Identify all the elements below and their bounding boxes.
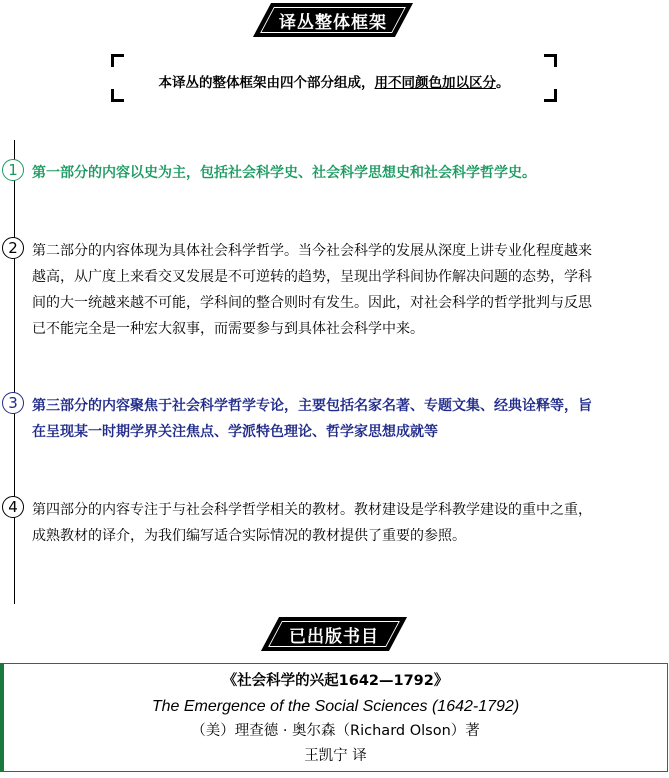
book-info-box bbox=[0, 663, 668, 772]
section-text: 第一部分的内容以史为主，包括社会科学史、社会科学思想史和社会科学哲学史。 bbox=[32, 165, 536, 181]
intro-text-end: 。 bbox=[496, 75, 510, 91]
intro-box bbox=[111, 54, 557, 102]
framework-banner-label: 译丛整体框架 bbox=[279, 12, 387, 33]
book-translator: 王凯宁 译 bbox=[304, 748, 367, 764]
section-divider-line bbox=[14, 140, 15, 604]
intro-text-plain: 本译丛的整体框架由四个部分组成， bbox=[158, 75, 375, 91]
intro-text-underlined: 用不同颜色加以区分 bbox=[374, 75, 496, 91]
section-text: 第四部分的内容专注于与社会科学哲学相关的教材。教材建设是学科教学建设的重中之重，成熟教材的译介，为我们编写适合实际情况的教材提供了重要的参照。 bbox=[32, 502, 592, 544]
published-banner-label: 已出版书目 bbox=[289, 626, 379, 647]
framework-banner bbox=[262, 3, 404, 37]
section-number-circle: 4 bbox=[2, 496, 24, 518]
book-title: 《社会科学的兴起1642—1792》 bbox=[222, 673, 449, 689]
published-banner bbox=[270, 617, 398, 651]
book-author: （美）理查德 · 奥尔森（Richard Olson）著 bbox=[191, 723, 480, 739]
section-text: 第二部分的内容体现为具体社会科学哲学。当今社会科学的发展从深度上讲专业化程度越来越高，从广度上来看交叉发展是不可逆转的趋势，呈现出学科间协作解决问题的态势，学科间的大一统越来越不可能，学科间的整合则时有发生。因此，对社会科学的哲学批判与反思已不能完全是一种宏大叙事，而需要参与到具体社会科学中来。 bbox=[32, 243, 592, 337]
book-english-title: The Emergence of the Social Sciences (1642-1792) bbox=[151, 698, 520, 715]
corner-bracket-top-left bbox=[111, 54, 124, 67]
corner-bracket-top-right bbox=[544, 54, 557, 67]
intro-text bbox=[111, 71, 557, 91]
section-number-circle: 1 bbox=[2, 159, 24, 181]
section-number-circle: 3 bbox=[2, 392, 24, 414]
section-text: 第三部分的内容聚焦于社会科学哲学专论，主要包括名家名著、专题文集、经典诠释等，旨在呈现某一时期学界关注焦点、学派特色理论、哲学家思想成就等 bbox=[32, 398, 592, 440]
section-number-circle: 2 bbox=[2, 237, 24, 259]
